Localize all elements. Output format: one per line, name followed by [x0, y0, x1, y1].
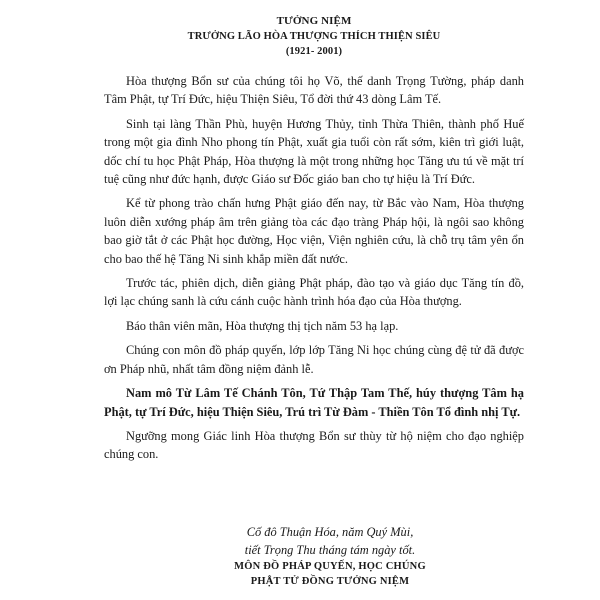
paragraph: Ngưỡng mong Giác linh Hòa thượng Bổn sư thùy từ hộ niệm cho đạo nghiệp chúng con. — [104, 428, 524, 462]
heading-subtitle: TRƯỞNG LÃO HÒA THƯỢNG THÍCH THIỆN SIÊU — [187, 31, 441, 42]
signature-place-date: tiết Trọng Thu tháng tám ngày tốt. — [244, 543, 416, 557]
signature-place-date: Cố đô Thuận Hóa, năm Quý Mùi, — [246, 525, 414, 539]
signature-signers: MÔN ĐỒ PHÁP QUYẾN, HỌC CHÚNG — [234, 561, 426, 572]
paragraph: Chúng con môn đồ pháp quyến, lớp lớp Tăng Ni học chúng cùng đệ tử đã được ơn Pháp nhũ, nhất tâm đồng niệm đảnh lễ. — [104, 343, 524, 376]
paragraph: Sinh tại làng Thần Phù, huyện Hương Thủy, tỉnh Thừa Thiên, thành phố Huế trong một gia đình Nho phong tín Phật, xuất gia tuổi còn rất sớm, kiên trì giới luật, dốc chí tu học Phật Pháp, Hòa thượng là một trong những học Tăng ưu tú về mặt trí tuệ cũng như đức hạnh, được Giáo sư Đốc giáo ban cho tự hiệu là Trí Đức. — [104, 116, 524, 187]
signature-block — [180, 523, 480, 589]
document-body — [104, 72, 524, 464]
paragraph: Báo thân viên mãn, Hòa thượng thị tịch năm 53 hạ lạp. — [126, 318, 399, 333]
paragraph: Hòa thượng Bổn sư của chúng tôi họ Võ, thế danh Trọng Tường, pháp danh Tâm Phật, tự Trí Đức, hiệu Thiện Siêu, Tổ đời thứ 43 dòng Lâm Tế. — [104, 74, 524, 107]
paragraph: Kể từ phong trào chấn hưng Phật giáo đến nay, từ Bắc vào Nam, Hòa thượng luôn diễn xướng pháp âm trên giảng tòa các đạo tràng Pháp hội, là ngôi sao không bao giờ tắt ở các Phật học đường, Học viện, Viện nghiên cứu, là chỗ trụ tâm yên ổn cho bao thế hệ Tăng Ni sinh khắp miền đất nước. — [104, 196, 524, 266]
document-page — [104, 14, 524, 470]
heading-years: (1921- 2001) — [285, 46, 343, 57]
paragraph-invocation: Nam mô Từ Lâm Tế Chánh Tôn, Tứ Thập Tam Thế, húy thượng Tâm hạ Phật, tự Trí Đức, hiệu Thiện Siêu, Trú trì Từ Đàm - Thiền Tôn Tổ đình nhị Tự. — [104, 386, 524, 419]
document-heading — [104, 14, 524, 59]
signature-signers: PHẬT TỬ ĐỒNG TƯỞNG NIỆM — [250, 576, 410, 587]
paragraph: Trước tác, phiên dịch, diễn giảng Phật pháp, đào tạo và giáo dục Tăng tín đồ, lợi lạc chúng sanh là cứu cánh cuộc hành trình hóa đạo của Hòa thượng. — [104, 276, 524, 309]
heading-title: TƯỞNG NIỆM — [276, 15, 352, 27]
